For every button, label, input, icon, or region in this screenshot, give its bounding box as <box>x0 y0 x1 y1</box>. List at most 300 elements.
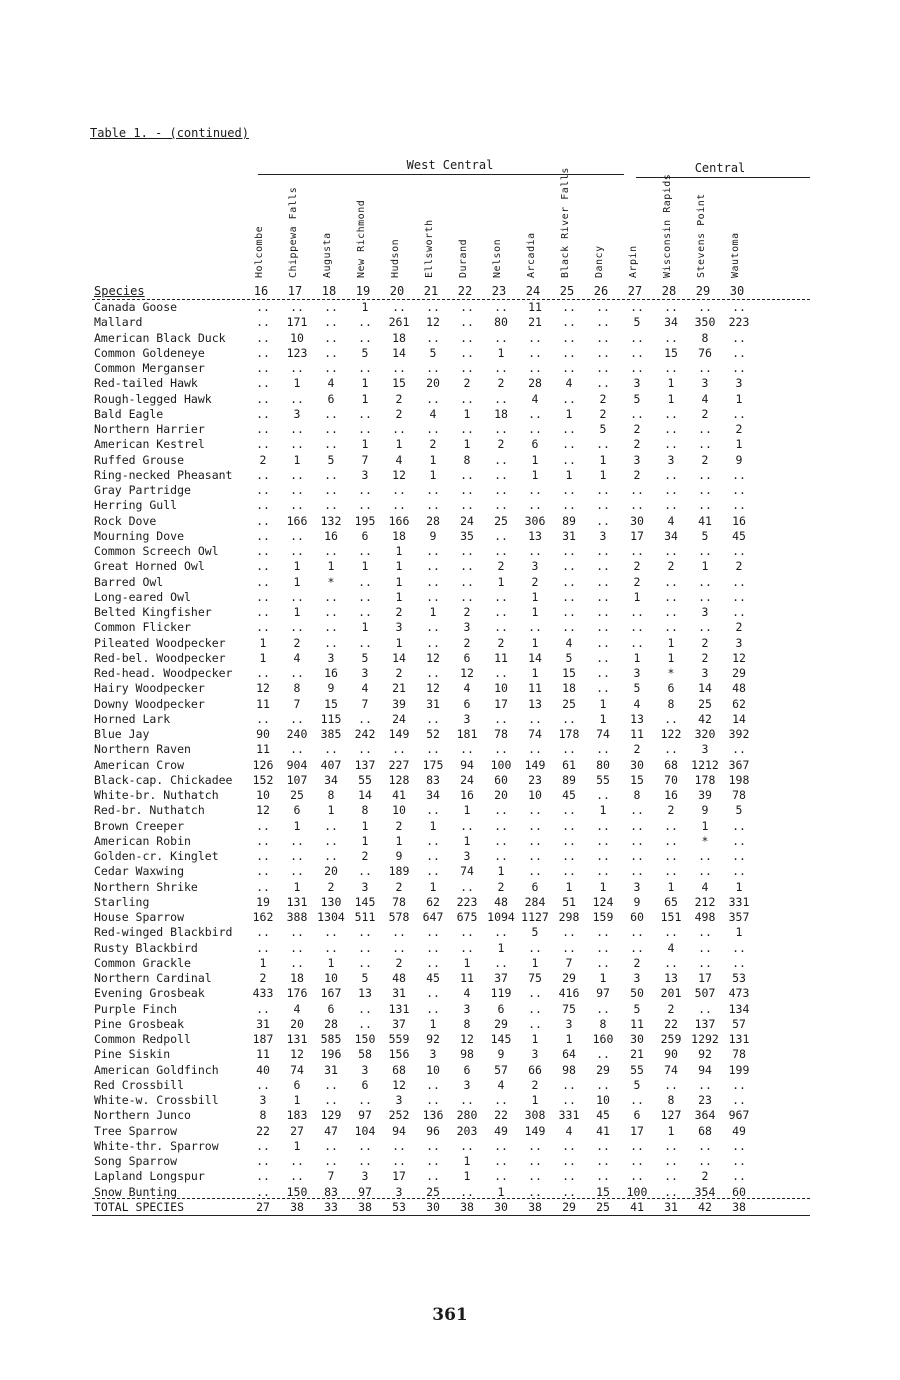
count-cell: 8 <box>327 788 335 803</box>
count-cell: .. <box>290 483 304 498</box>
count-cell: .. <box>562 300 576 315</box>
column-header-name: Nelson <box>492 238 503 278</box>
species-name: Snow Bunting <box>94 1184 178 1199</box>
count-cell: .. <box>528 361 542 376</box>
count-cell: 89 <box>562 513 576 528</box>
count-cell: .. <box>426 1077 440 1092</box>
count-cell: .. <box>596 955 610 970</box>
count-cell: .. <box>392 422 406 437</box>
count-cell: 131 <box>388 1001 410 1016</box>
count-cell: 14 <box>392 650 406 665</box>
count-cell: .. <box>596 742 610 757</box>
count-cell: 149 <box>524 757 546 772</box>
count-cell: .. <box>494 544 508 559</box>
count-cell: 45 <box>596 1108 610 1123</box>
count-cell: .. <box>562 452 576 467</box>
species-name: Red-br. Nuthatch <box>94 803 205 818</box>
count-cell: .. <box>528 833 542 848</box>
count-cell: 94 <box>698 1062 712 1077</box>
count-cell: 21 <box>392 681 406 696</box>
count-cell: .. <box>664 864 678 879</box>
count-cell: .. <box>528 1016 542 1031</box>
count-cell: .. <box>256 589 270 604</box>
count-cell: 23 <box>698 1093 712 1108</box>
table-row <box>92 453 756 468</box>
count-cell: .. <box>528 742 542 757</box>
count-cell: 11 <box>630 727 644 742</box>
count-cell: 10 <box>426 1062 440 1077</box>
count-cell: .. <box>494 452 508 467</box>
count-cell: .. <box>494 955 508 970</box>
count-cell: 3 <box>463 711 471 726</box>
count-cell: .. <box>562 315 576 330</box>
total-cell: 33 <box>324 1200 338 1214</box>
count-cell: .. <box>528 711 542 726</box>
count-cell: 22 <box>256 1123 270 1138</box>
count-cell: .. <box>664 833 678 848</box>
count-cell: .. <box>528 1138 542 1153</box>
count-cell: .. <box>528 483 542 498</box>
count-cell: .. <box>426 300 440 315</box>
count-cell: 131 <box>286 894 308 909</box>
count-cell: .. <box>324 422 338 437</box>
count-cell: .. <box>630 1093 644 1108</box>
count-cell: 675 <box>456 910 478 925</box>
species-name: Northern Cardinal <box>94 971 212 986</box>
count-cell: 150 <box>354 1032 376 1047</box>
species-name: Northern Raven <box>94 742 191 757</box>
count-cell: .. <box>596 300 610 315</box>
count-cell: 6 <box>327 1001 335 1016</box>
count-cell: 227 <box>388 757 410 772</box>
count-cell: 20 <box>290 1016 304 1031</box>
count-cell: 1 <box>497 574 505 589</box>
species-name: Rock Dove <box>94 513 157 528</box>
count-cell: 10 <box>596 1093 610 1108</box>
count-cell: 1 <box>361 300 369 315</box>
count-cell: 68 <box>664 757 678 772</box>
count-cell: .. <box>426 833 440 848</box>
count-cell: .. <box>460 361 474 376</box>
count-cell: 22 <box>494 1108 508 1123</box>
count-cell: 3 <box>463 849 471 864</box>
count-cell: .. <box>426 1169 440 1184</box>
column-number: 24 <box>525 284 541 298</box>
count-cell: 17 <box>392 1169 406 1184</box>
count-cell: 7 <box>327 1169 335 1184</box>
count-cell: 3 <box>565 1016 573 1031</box>
count-cell: 11 <box>256 742 270 757</box>
count-cell: 1 <box>531 467 539 482</box>
count-cell: .. <box>664 422 678 437</box>
count-cell: 2 <box>633 955 641 970</box>
count-cell: .. <box>324 467 338 482</box>
region-west-central: West Central <box>406 158 494 172</box>
count-cell: 41 <box>698 513 712 528</box>
count-cell: 18 <box>562 681 576 696</box>
table-row <box>92 1154 756 1169</box>
count-cell: 55 <box>630 1062 644 1077</box>
count-cell: .. <box>732 345 746 360</box>
table-row <box>92 956 756 971</box>
count-cell: .. <box>596 345 610 360</box>
count-cell: .. <box>426 849 440 864</box>
total-cell: 53 <box>392 1200 406 1214</box>
count-cell: 1 <box>429 605 437 620</box>
count-cell: .. <box>562 620 576 635</box>
count-cell: .. <box>426 544 440 559</box>
count-cell: 2 <box>599 391 607 406</box>
count-cell: .. <box>426 361 440 376</box>
count-cell: .. <box>256 1077 270 1092</box>
count-cell: 13 <box>528 528 542 543</box>
count-cell: .. <box>528 818 542 833</box>
count-cell: 6 <box>361 1077 369 1092</box>
count-cell: .. <box>562 391 576 406</box>
count-cell: .. <box>528 620 542 635</box>
count-cell: .. <box>596 666 610 681</box>
count-cell: 3 <box>633 666 641 681</box>
count-cell: 1 <box>293 559 301 574</box>
count-cell: .. <box>698 483 712 498</box>
table-row <box>92 407 756 422</box>
count-cell: 68 <box>698 1123 712 1138</box>
count-cell: 2 <box>633 574 641 589</box>
count-cell: 5 <box>429 345 437 360</box>
count-cell: 25 <box>698 696 712 711</box>
count-cell: 5 <box>633 1077 641 1092</box>
count-cell: 5 <box>599 422 607 437</box>
count-cell: 1 <box>361 559 369 574</box>
count-cell: 13 <box>358 986 372 1001</box>
table-row <box>92 636 756 651</box>
count-cell: 12 <box>256 803 270 818</box>
count-cell: 166 <box>286 513 308 528</box>
table-row <box>92 1017 756 1032</box>
count-cell: .. <box>426 574 440 589</box>
count-cell: 16 <box>732 513 746 528</box>
count-cell: .. <box>494 818 508 833</box>
count-cell: 3 <box>633 376 641 391</box>
count-cell: .. <box>460 1138 474 1153</box>
table-row <box>92 575 756 590</box>
count-cell: 55 <box>596 772 610 787</box>
count-cell: 12 <box>256 681 270 696</box>
count-cell: .. <box>426 742 440 757</box>
count-cell: 1 <box>293 1138 301 1153</box>
count-cell: 2 <box>531 574 539 589</box>
count-cell: .. <box>426 498 440 513</box>
species-name: White-w. Crossbill <box>94 1093 219 1108</box>
count-cell: 31 <box>324 1062 338 1077</box>
count-cell: 187 <box>252 1032 274 1047</box>
count-cell: 5 <box>633 315 641 330</box>
count-cell: .. <box>256 620 270 635</box>
count-cell: 45 <box>426 971 440 986</box>
count-cell: 57 <box>732 1016 746 1031</box>
species-name: Barred Owl <box>94 574 164 589</box>
count-cell: 9 <box>395 849 403 864</box>
species-name: Ruffed Grouse <box>94 452 185 467</box>
count-cell: .. <box>426 391 440 406</box>
count-cell: .. <box>596 650 610 665</box>
count-cell: .. <box>664 300 678 315</box>
count-cell: .. <box>460 589 474 604</box>
count-cell: .. <box>596 589 610 604</box>
count-cell: .. <box>664 1154 678 1169</box>
count-cell: .. <box>630 1138 644 1153</box>
count-cell: 131 <box>728 1032 750 1047</box>
count-cell: .. <box>256 559 270 574</box>
column-header-name: Hudson <box>390 238 401 278</box>
count-cell: 156 <box>388 1047 410 1062</box>
count-cell: .. <box>596 1047 610 1062</box>
count-cell: .. <box>256 1169 270 1184</box>
table-row <box>92 1124 756 1139</box>
count-cell: 70 <box>664 772 678 787</box>
count-cell: .. <box>596 620 610 635</box>
count-cell: .. <box>596 788 610 803</box>
count-cell: .. <box>256 483 270 498</box>
count-cell: .. <box>562 940 576 955</box>
count-cell: 55 <box>358 772 372 787</box>
count-cell: 3 <box>633 879 641 894</box>
species-name: American Black Duck <box>94 330 226 345</box>
count-cell: .. <box>698 955 712 970</box>
table-caption: Table 1. - (continued) <box>90 126 249 140</box>
count-cell: 904 <box>286 757 308 772</box>
count-cell: .. <box>460 498 474 513</box>
count-cell: 354 <box>694 1184 716 1199</box>
count-cell: .. <box>494 300 508 315</box>
count-cell: 1 <box>463 803 471 818</box>
species-name: Red Crossbill <box>94 1077 185 1092</box>
count-cell: .. <box>732 498 746 513</box>
count-cell: 4 <box>633 696 641 711</box>
count-cell: 559 <box>388 1032 410 1047</box>
count-cell: .. <box>698 589 712 604</box>
count-cell: 3 <box>531 1047 539 1062</box>
count-cell: .. <box>256 330 270 345</box>
count-cell: .. <box>358 925 372 940</box>
count-cell: 433 <box>252 986 274 1001</box>
count-cell: 176 <box>286 986 308 1001</box>
count-cell: 2 <box>701 406 709 421</box>
count-cell: 3 <box>701 742 709 757</box>
count-cell: 29 <box>494 1016 508 1031</box>
count-cell: .. <box>630 849 644 864</box>
count-cell: 92 <box>426 1032 440 1047</box>
count-cell: .. <box>290 742 304 757</box>
column-header-name: Holcombe <box>254 225 265 278</box>
count-cell: 74 <box>664 1062 678 1077</box>
count-cell: 1 <box>531 452 539 467</box>
count-cell: 52 <box>426 727 440 742</box>
table-row <box>92 361 756 376</box>
count-cell: 5 <box>735 803 743 818</box>
count-cell: .. <box>460 574 474 589</box>
count-cell: 511 <box>354 910 376 925</box>
table-row <box>92 514 756 529</box>
column-number: 16 <box>253 284 269 298</box>
species-name: Pileated Woodpecker <box>94 635 226 650</box>
count-cell: .. <box>664 361 678 376</box>
count-cell: 320 <box>694 727 716 742</box>
species-name: Ring-necked Pheasant <box>94 467 233 482</box>
count-cell: 578 <box>388 910 410 925</box>
count-cell: .. <box>460 1093 474 1108</box>
count-cell: 41 <box>596 1123 610 1138</box>
count-cell: 4 <box>293 650 301 665</box>
count-cell: .. <box>664 1169 678 1184</box>
count-cell: 1127 <box>521 910 549 925</box>
count-cell: .. <box>290 361 304 376</box>
count-cell: .. <box>494 620 508 635</box>
count-cell: 3 <box>599 528 607 543</box>
count-cell: 5 <box>361 345 369 360</box>
count-cell: 9 <box>497 1047 505 1062</box>
count-cell: .. <box>732 361 746 376</box>
column-header-name: Dancy <box>594 245 605 278</box>
count-cell: .. <box>528 864 542 879</box>
table-row <box>92 681 756 696</box>
count-cell: 128 <box>388 772 410 787</box>
count-cell: .. <box>596 513 610 528</box>
count-cell: .. <box>664 955 678 970</box>
count-cell: .. <box>460 925 474 940</box>
count-cell: 134 <box>728 1001 750 1016</box>
table-row <box>92 971 756 986</box>
count-cell: 132 <box>320 513 342 528</box>
count-cell: 29 <box>732 666 746 681</box>
count-cell: 1 <box>395 589 403 604</box>
count-cell: 5 <box>701 528 709 543</box>
column-header-name: Arpin <box>628 245 639 278</box>
count-cell: 2 <box>395 605 403 620</box>
count-cell: .. <box>562 833 576 848</box>
table-row <box>92 941 756 956</box>
count-cell: 127 <box>660 1108 682 1123</box>
count-cell: 2 <box>259 971 267 986</box>
count-cell: 2 <box>497 635 505 650</box>
count-cell: .. <box>256 376 270 391</box>
count-cell: .. <box>494 833 508 848</box>
count-cell: .. <box>562 925 576 940</box>
count-cell: 1 <box>293 818 301 833</box>
count-cell: .. <box>358 864 372 879</box>
count-cell: 47 <box>324 1123 338 1138</box>
count-cell: .. <box>528 986 542 1001</box>
count-cell: .. <box>494 742 508 757</box>
count-cell: .. <box>630 818 644 833</box>
count-cell: 14 <box>528 650 542 665</box>
count-cell: 4 <box>463 681 471 696</box>
count-cell: 48 <box>392 971 406 986</box>
count-cell: .. <box>596 315 610 330</box>
count-cell: 1 <box>395 437 403 452</box>
count-cell: 7 <box>293 696 301 711</box>
count-cell: 17 <box>698 971 712 986</box>
count-cell: .. <box>256 361 270 376</box>
species-name: Northern Junco <box>94 1108 191 1123</box>
table-row <box>92 1032 756 1047</box>
count-cell: 18 <box>392 528 406 543</box>
count-cell: 97 <box>358 1184 372 1199</box>
count-cell: 137 <box>354 757 376 772</box>
count-cell: .. <box>732 1138 746 1153</box>
count-cell: 2 <box>633 422 641 437</box>
count-cell: 12 <box>426 650 440 665</box>
count-cell: 8 <box>667 1093 675 1108</box>
count-cell: .. <box>426 986 440 1001</box>
count-cell: 15 <box>630 772 644 787</box>
table-row <box>92 437 756 452</box>
count-cell: .. <box>562 330 576 345</box>
count-cell: 3 <box>463 620 471 635</box>
count-cell: 2 <box>667 1001 675 1016</box>
count-cell: 80 <box>596 757 610 772</box>
table-row <box>92 895 756 910</box>
count-cell: 78 <box>732 1047 746 1062</box>
count-cell: .. <box>596 833 610 848</box>
count-cell: 1 <box>327 803 335 818</box>
count-cell: .. <box>698 422 712 437</box>
count-cell: .. <box>324 345 338 360</box>
count-cell: .. <box>664 1138 678 1153</box>
count-cell: 473 <box>728 986 750 1001</box>
count-cell: .. <box>358 940 372 955</box>
count-cell: .. <box>562 818 576 833</box>
count-cell: .. <box>358 315 372 330</box>
count-cell: .. <box>256 422 270 437</box>
count-cell: .. <box>732 849 746 864</box>
count-cell: .. <box>324 620 338 635</box>
count-cell: 3 <box>327 650 335 665</box>
column-header-name: New Richmond <box>356 199 367 278</box>
count-cell: 3 <box>633 971 641 986</box>
count-cell: .. <box>358 406 372 421</box>
count-cell: 9 <box>735 452 743 467</box>
count-cell: 13 <box>528 696 542 711</box>
count-cell: .. <box>698 940 712 955</box>
table-row <box>92 1047 756 1062</box>
count-cell: 1 <box>293 452 301 467</box>
count-cell: .. <box>732 406 746 421</box>
count-cell: 12 <box>460 666 474 681</box>
count-cell: 45 <box>562 788 576 803</box>
count-cell: .. <box>392 1154 406 1169</box>
count-cell: 4 <box>293 1001 301 1016</box>
count-cell: .. <box>324 544 338 559</box>
count-cell: .. <box>256 574 270 589</box>
count-cell: 25 <box>562 696 576 711</box>
count-cell: .. <box>494 1138 508 1153</box>
count-cell: 30 <box>630 1032 644 1047</box>
count-cell: 126 <box>252 757 274 772</box>
count-cell: 30 <box>630 757 644 772</box>
count-cell: .. <box>732 955 746 970</box>
count-cell: 18 <box>392 330 406 345</box>
count-cell: 28 <box>426 513 440 528</box>
count-cell: .. <box>562 864 576 879</box>
count-cell: 203 <box>456 1123 478 1138</box>
count-cell: 5 <box>633 391 641 406</box>
count-cell: 1 <box>327 559 335 574</box>
count-cell: .. <box>596 376 610 391</box>
count-cell: 166 <box>388 513 410 528</box>
count-cell: .. <box>698 498 712 513</box>
table-row <box>92 483 756 498</box>
